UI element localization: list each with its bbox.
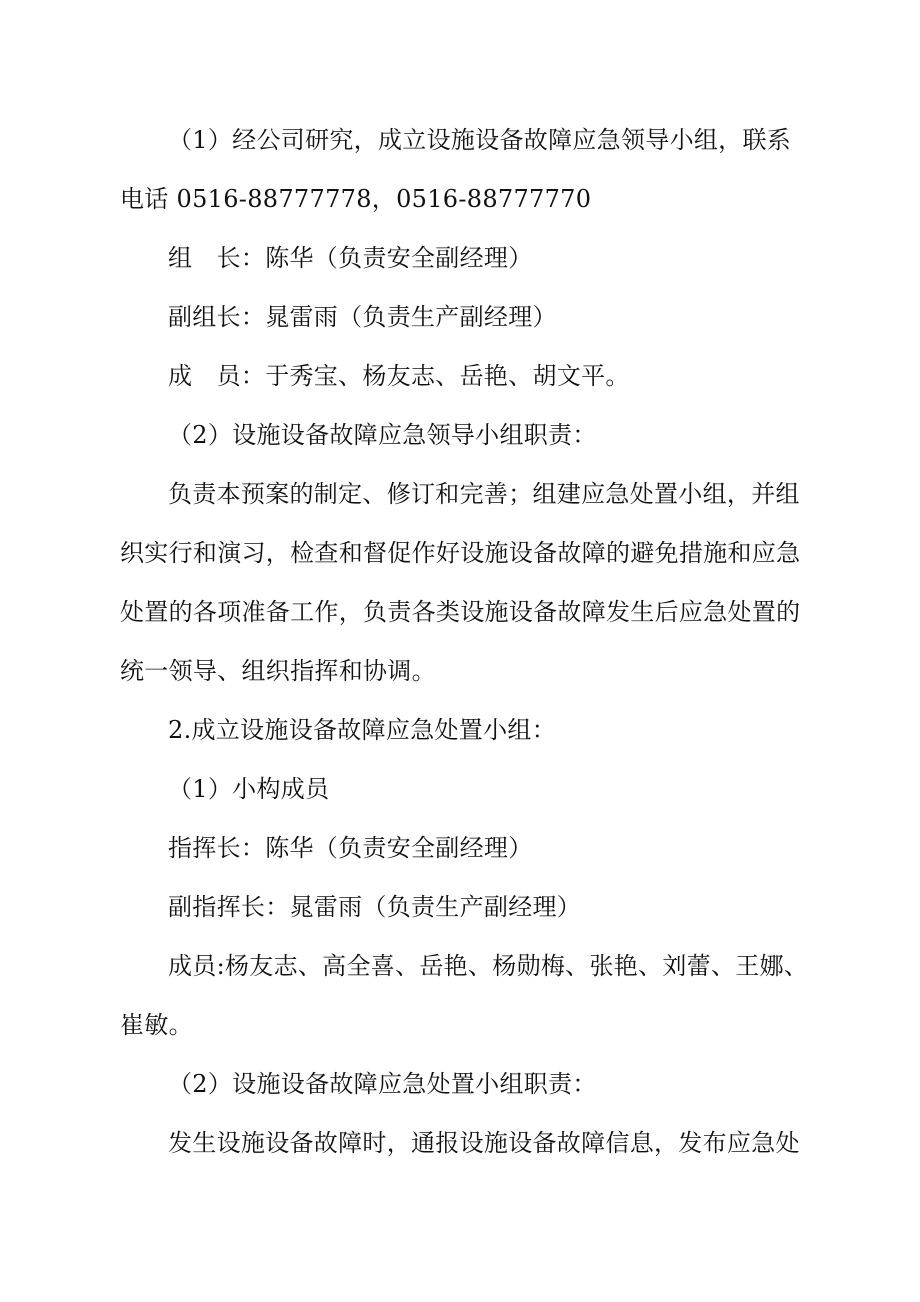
text-line: （2）设施设备故障应急领导小组职责：: [168, 421, 597, 449]
text-line: 成员:杨友志、高全喜、岳艳、杨勋梅、张艳、刘蕾、王娜、: [168, 952, 809, 980]
text-line: 成 员：于秀宝、杨友志、岳艳、胡文平。: [168, 362, 630, 390]
text-line: 处置的各项准备工作，负责各类设施设备故障发生后应急处置的: [120, 598, 801, 626]
text-line: （2）设施设备故障应急处置小组职责：: [168, 1070, 597, 1098]
text-line: 2.成立设施设备故障应急处置小组：: [168, 716, 556, 744]
text-line: 发生设施设备故障时，通报设施设备故障信息，发布应急处: [168, 1129, 800, 1157]
text-line: 副指挥长：晁雷雨（负责生产副经理）: [168, 893, 582, 921]
text-line: 崔敏。: [120, 1011, 193, 1039]
text-line: 织实行和演习，检查和督促作好设施设备故障的避免措施和应急: [120, 539, 801, 567]
text-line: 负责本预案的制定、修订和完善；组建应急处置小组，并组: [168, 480, 800, 508]
text-line: 电话 0516-88777778，0516-88777770: [120, 185, 592, 213]
text-line: 指挥长：陈华（负责安全副经理）: [168, 834, 533, 862]
text-line: 组 长：陈华（负责安全副经理）: [168, 244, 533, 272]
text-line: （1）经公司研究，成立设施设备故障应急领导小组，联系: [168, 126, 792, 154]
text-line: 统一领导、组织指挥和协调。: [120, 657, 436, 685]
text-line: （1）小构成员: [168, 775, 330, 803]
text-line: 副组长：晁雷雨（负责生产副经理）: [168, 303, 557, 331]
